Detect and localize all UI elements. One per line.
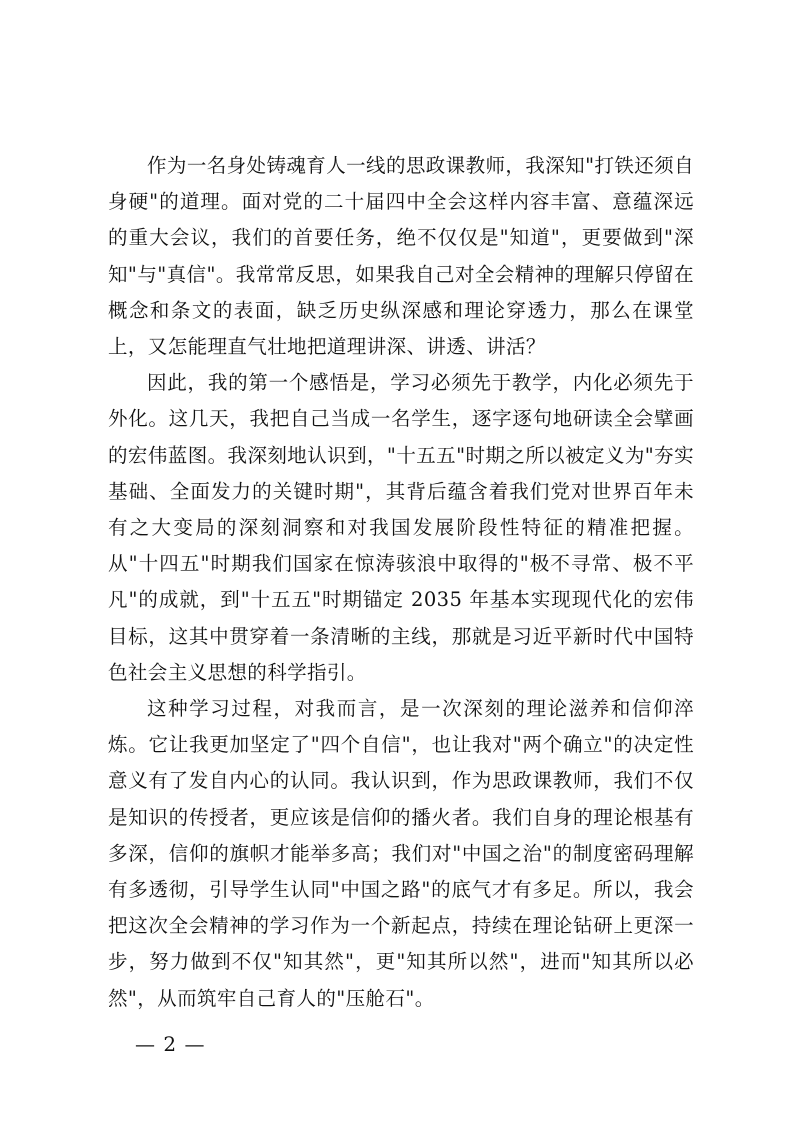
paragraph-2: 因此，我的第一个感悟是，学习必须先于教学，内化必须先于外化。这几天，我把自己当成一名学生，逐字逐句地研读全会擘画的宏伟蓝图。我深刻地认识到，"十五五"时期之所以被定义为"夯实基础、全面发力的关键时期"，其背后蕴含着我们党对世界百年未有之大变局的深刻洞察和对我国发展阶段性特征的精准把握。从"十四五"时期我们国家在惊涛骇浪中取得的"极不寻常、极不平凡"的成就，到"十五五"时期锚定 2035 年基本实现现代化的宏伟目标，这其中贯穿着一条清晰的主线，那就是习近平新时代中国特色社会主义思想的科学指引。	[108, 371, 694, 684]
page-number: — 2 —	[135, 1032, 206, 1056]
body-text	[108, 148, 694, 1017]
paragraph-3: 这种学习过程，对我而言，是一次深刻的理论滋养和信仰淬炼。它让我更加坚定了"四个自信"，也让我对"两个确立"的决定性意义有了发自内心的认同。我认识到，作为思政课教师，我们不仅是知识的传授者，更应该是信仰的播火者。我们自身的理论根基有多深，信仰的旗帜才能举多高；我们对"中国之治"的制度密码理解有多透彻，引导学生认同"中国之路"的底气才有多足。所以，我会把这次全会精神的学习作为一个新起点，持续在理论钻研上更深一步，努力做到不仅"知其然"，更"知其所以然"，进而"知其所以必然"，从而筑牢自己育人的"压舱石"。	[108, 697, 694, 1010]
paragraph-1: 作为一名身处铸魂育人一线的思政课教师，我深知"打铁还须自身硬"的道理。面对党的二十届四中全会这样内容丰富、意蕴深远的重大会议，我们的首要任务，绝不仅仅是"知道"，更要做到"深知"与"真信"。我常常反思，如果我自己对全会精神的理解只停留在概念和条文的表面，缺乏历史纵深感和理论穿透力，那么在课堂上，又怎能理直气壮地把道理讲深、讲透、讲活？	[108, 154, 694, 359]
